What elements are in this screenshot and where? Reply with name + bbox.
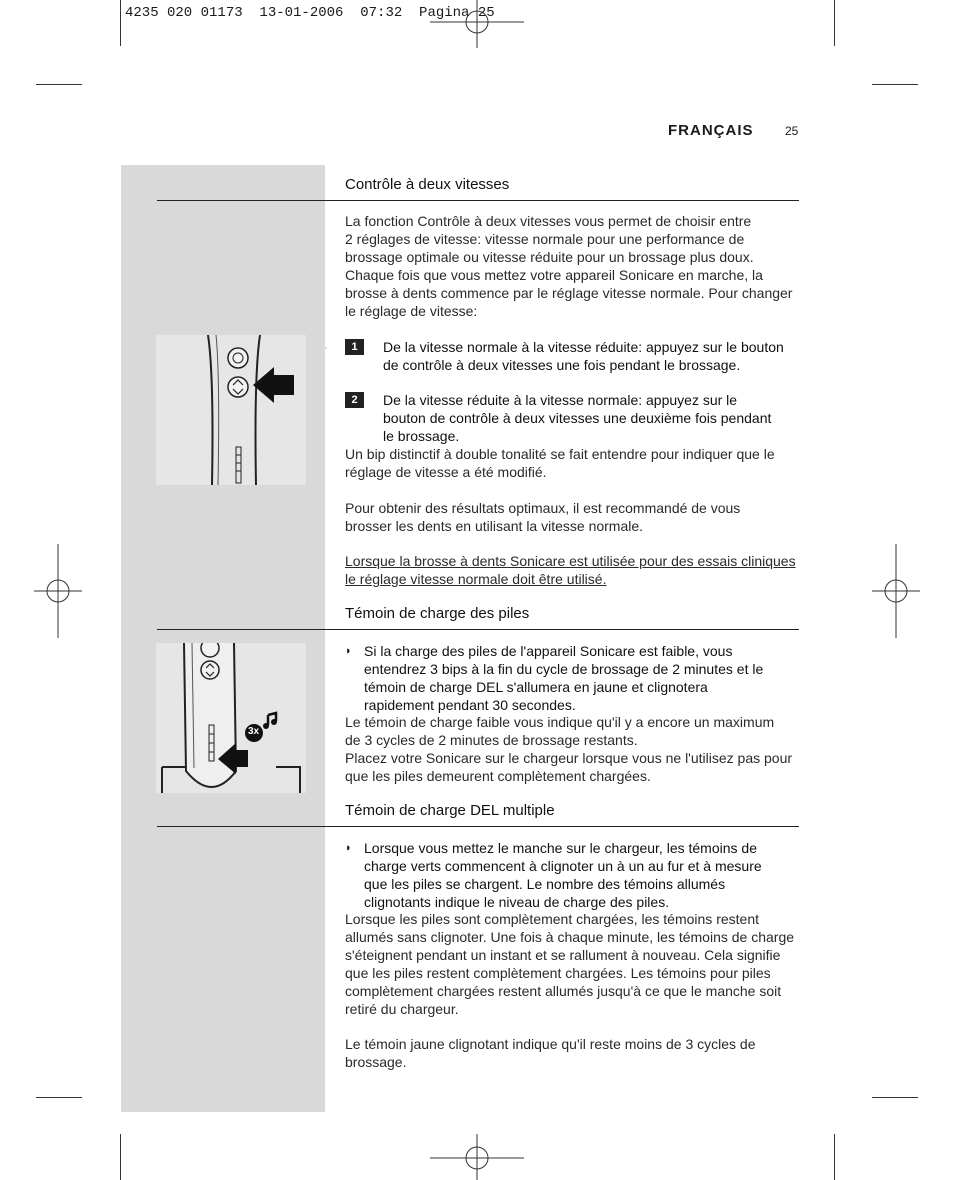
text-line: Lorsque vous mettez le manche sur le chargeur, les témoins de — [364, 840, 757, 856]
text-line: complètement chargées restent allumés jusqu'à ce que le manche soit — [345, 983, 782, 999]
text-line: Si la charge des piles de l'appareil Sonicare est faible, vous — [364, 643, 733, 659]
text-line: que les piles restent complètement chargées. Les témoins pour piles — [345, 965, 771, 981]
text-line: de 3 cycles de 2 minutes de brossage restants. — [345, 732, 638, 748]
language-header: FRANÇAIS — [668, 122, 754, 139]
text-line: Pour obtenir des résultats optimaux, il est recommandé de vous — [345, 500, 741, 516]
text-line: Le témoin jaune clignotant indique qu'il reste moins de 3 cycles de — [345, 1036, 756, 1052]
text-line: Un bip distinctif à double tonalité se fait entendre pour indiquer que le — [345, 446, 775, 462]
crop-mark — [36, 84, 82, 85]
crop-mark — [36, 1097, 82, 1098]
step-number: 2 — [345, 392, 364, 408]
text-line: Le témoin de charge faible vous indique qu'il y a encore un maximum — [345, 714, 775, 730]
text-line: charge verts commencent à clignoter un à un au fur et à mesure — [364, 858, 762, 874]
advice-paragraph — [345, 499, 805, 535]
text-line: Chaque fois que vous mettez votre appareil Sonicare en marche, la — [345, 267, 763, 283]
crop-mark — [834, 1134, 835, 1180]
clinical-paragraph — [345, 552, 805, 588]
beep-paragraph — [345, 445, 805, 481]
text-line: le réglage de vitesse: — [345, 303, 478, 319]
registration-mark-icon — [872, 544, 920, 638]
registration-mark-icon — [430, 1134, 524, 1180]
registration-mark-icon — [34, 544, 82, 638]
text-line: de contrôle à deux vitesses une fois pendant le brossage. — [383, 357, 741, 373]
pointer-triangle-icon — [306, 336, 328, 356]
text-line: allumés sans clignoter. Une fois à chaque minute, les témoins de charge — [345, 929, 795, 945]
text-line: Lorsque la brosse à dents Sonicare est utilisée pour des essais cliniques — [345, 553, 796, 569]
text-line: De la vitesse normale à la vitesse réduite: appuyez sur le bouton — [383, 339, 784, 355]
text-line: 2 réglages de vitesse: vitesse normale pour une performance de — [345, 231, 745, 247]
text-line: De la vitesse réduite à la vitesse normale: appuyez sur le — [383, 392, 738, 408]
section-title-speed-control: Contrôle à deux vitesses — [345, 176, 510, 193]
text-line: clignotants indique le niveau de charge des piles. — [364, 894, 670, 910]
print-slug: 4235 020 01173 13-01-2006 07:32 Pagina 25 — [125, 5, 495, 21]
battery-paragraph — [345, 713, 805, 785]
crop-mark — [834, 0, 835, 46]
page-number: 25 — [785, 124, 799, 138]
section-title-battery: Témoin de charge des piles — [345, 605, 530, 622]
text-line: le réglage vitesse normale doit être utilisé. — [345, 571, 607, 587]
text-line: brossage. — [345, 1054, 407, 1070]
text-line: brossage optimale ou vitesse réduite pour un brossage plus doux. — [345, 249, 754, 265]
intro-paragraph — [345, 212, 805, 320]
text-line: rapidement pendant 30 secondes. — [364, 697, 576, 713]
section-rule — [157, 629, 799, 630]
bullet-marker-icon: ◗ — [345, 842, 352, 854]
text-line: que les piles demeurent complètement chargées. — [345, 768, 651, 784]
bullet-marker-icon: ◗ — [345, 645, 352, 657]
text-line: bouton de contrôle à deux vitesses une deuxième fois pendant — [383, 410, 772, 426]
beep-count-label: 3x — [248, 726, 260, 737]
crop-mark — [120, 1134, 121, 1180]
section-rule — [157, 826, 799, 827]
text-line: le brossage. — [383, 428, 460, 444]
section-title-multi-led: Témoin de charge DEL multiple — [345, 802, 555, 819]
closing-paragraph — [345, 1035, 805, 1071]
crop-mark — [872, 1097, 918, 1098]
text-line: retiré du chargeur. — [345, 1001, 459, 1017]
text-line: La fonction Contrôle à deux vitesses vous permet de choisir entre — [345, 213, 752, 229]
crop-mark — [120, 0, 121, 46]
text-line: témoin de charge DEL s'allumera en jaune et clignotera — [364, 679, 708, 695]
multi-led-paragraph — [345, 910, 805, 1018]
section-rule — [157, 200, 799, 201]
toothbrush-charger-illustration — [156, 643, 306, 793]
text-line: que les piles se chargent. Le nombre des témoins allumés — [364, 876, 726, 892]
text-line: s'éteignent pendant un instant et se rallument à nouveau. Cela signifie — [345, 947, 781, 963]
step-number: 1 — [345, 339, 364, 355]
text-line: brosse à dents commence par le réglage vitesse normale. Pour changer — [345, 285, 793, 301]
text-line: Lorsque les piles sont complètement chargées, les témoins restent — [345, 911, 759, 927]
text-line: réglage de vitesse a été modifié. — [345, 464, 547, 480]
toothbrush-handle-illustration — [156, 335, 306, 485]
crop-mark — [872, 84, 918, 85]
text-line: entendrez 3 bips à la fin du cycle de brossage de 2 minutes et le — [364, 661, 764, 677]
sidebar-band — [121, 165, 325, 1112]
text-line: brosser les dents en utilisant la vitesse normale. — [345, 518, 644, 534]
text-line: Placez votre Sonicare sur le chargeur lorsque vous ne l'utilisez pas pour — [345, 750, 793, 766]
figure-battery-indicator — [156, 643, 306, 793]
figure-speed-button — [156, 335, 306, 485]
